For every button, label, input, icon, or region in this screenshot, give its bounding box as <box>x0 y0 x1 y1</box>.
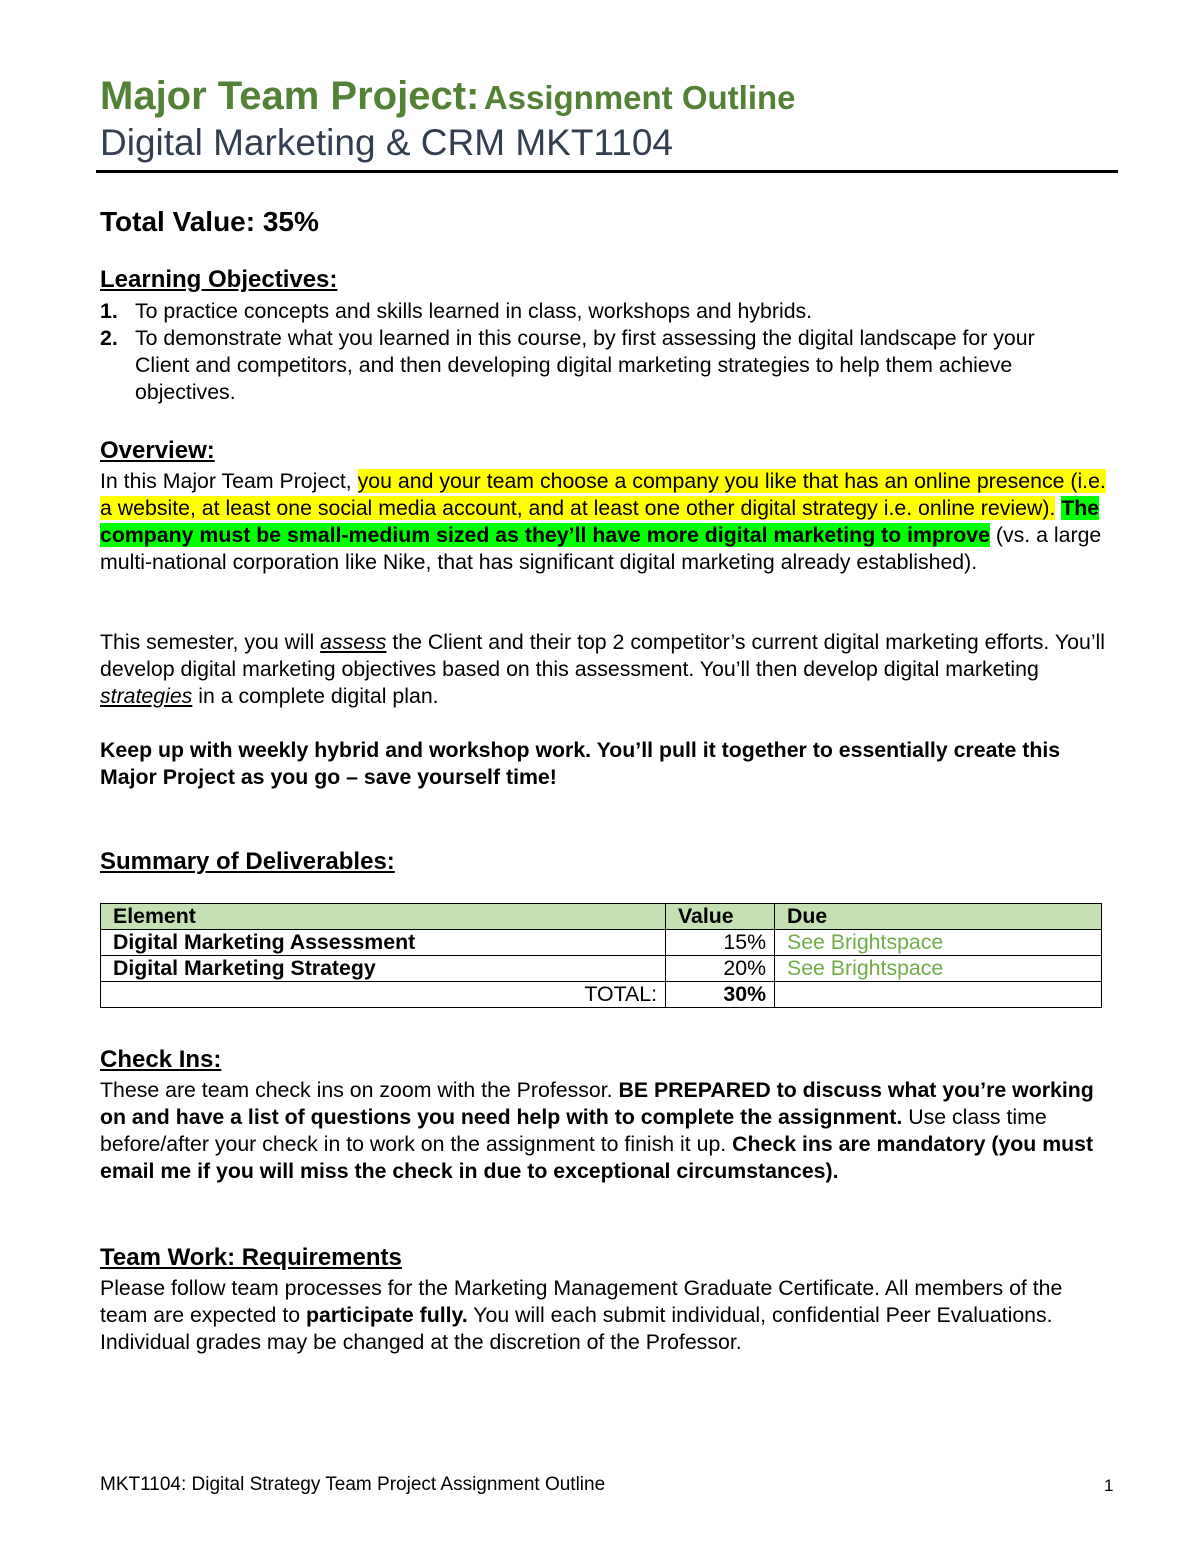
table-total-row <box>101 982 1102 1008</box>
page-number: 1 <box>1104 1476 1114 1495</box>
cell-total-label: TOTAL: <box>101 982 666 1008</box>
title-divider <box>96 170 1118 173</box>
total-value: Total Value: 35% <box>100 206 319 237</box>
emphasis-assess: assess <box>320 630 387 654</box>
emphasis-strategies: strategies <box>100 684 193 708</box>
list-item <box>100 298 1080 325</box>
table-row <box>101 956 1102 982</box>
course-title: Digital Marketing & CRM MKT1104 <box>100 122 673 163</box>
overview-paragraph-3: Keep up with weekly hybrid and workshop work. You’ll pull it together to essentially create this Major Project as you go – save yourself time! <box>100 738 1061 789</box>
team-work-paragraph <box>100 1275 1115 1356</box>
cell-element: Digital Marketing Assessment <box>101 930 666 956</box>
column-header-element: Element <box>101 904 666 930</box>
list-item-number: 2. <box>100 326 118 350</box>
column-header-value: Value <box>666 904 775 930</box>
overview-text: in a complete digital plan. <box>192 684 439 708</box>
check-ins-bold: BE PREPARED to discuss what you’re working on and have a list of questions you need help with to complete the assignment. <box>100 1078 1094 1129</box>
document-title <box>100 74 796 119</box>
deliverables-table <box>100 903 1102 1008</box>
list-item <box>100 325 1080 406</box>
highlight-yellow: you and your team choose a company you like that has an online presence (i.e. a website, at least one social media account, and at least one other digital strategy i.e. online review). <box>100 469 1106 520</box>
check-ins-bold: Check ins are mandatory (you must email me if you will miss the check in due to exceptional circumstances). <box>100 1132 1094 1183</box>
team-work-heading: Team Work: Requirements <box>100 1244 402 1271</box>
list-item-number: 1. <box>100 299 118 323</box>
overview-text: the Client and their top 2 competitor’s current digital marketing efforts. You’ll develop digital marketing objectives based on this assessment. You’ll then develop digital marketing <box>100 630 1106 681</box>
team-work-text: Please follow team processes for the Marketing Management Graduate Certificate. All members of the team are expected to <box>100 1276 1063 1327</box>
cell-total-value: 30% <box>666 982 775 1008</box>
overview-paragraph-2 <box>100 629 1115 710</box>
learning-objectives-list <box>100 298 1080 406</box>
team-work-bold: participate fully. <box>306 1303 468 1327</box>
learning-objectives-heading: Learning Objectives: <box>100 266 338 293</box>
check-ins-text: These are team check ins on zoom with the Professor. <box>100 1078 619 1102</box>
overview-text: This semester, you will <box>100 630 321 654</box>
deliverables-heading: Summary of Deliverables: <box>100 848 395 875</box>
cell-value: 20% <box>666 956 775 982</box>
cell-value: 15% <box>666 930 775 956</box>
overview-text-end: (vs. a large multi-national corporation like Nike, that has significant digital marketing already established). <box>100 523 1102 574</box>
cell-due-link[interactable]: See Brightspace <box>775 930 1102 956</box>
title-main: Major Team Project: <box>100 74 480 118</box>
overview-text: In this Major Team Project, <box>100 469 358 493</box>
list-item-text: To practice concepts and skills learned in class, workshops and hybrids. <box>135 299 813 323</box>
cell-due-link[interactable]: See Brightspace <box>775 956 1102 982</box>
overview-heading: Overview: <box>100 437 215 464</box>
team-work-text: You will each submit individual, confidential Peer Evaluations. Individual grades may be changed at the discretion of the Professor. <box>100 1303 1053 1354</box>
title-sub: Assignment Outline <box>483 79 796 116</box>
cell-element: Digital Marketing Strategy <box>101 956 666 982</box>
list-item-text: To demonstrate what you learned in this course, by first assessing the digital landscape for your Client and competitors, and then developing digital marketing strategies to help them achieve objectives. <box>135 326 1035 404</box>
overview-paragraph-1 <box>100 468 1115 576</box>
highlight-green: The company must be small-medium sized as they’ll have more digital marketing to improve <box>100 496 1100 547</box>
footer-text: MKT1104: Digital Strategy Team Project Assignment Outline <box>100 1474 606 1495</box>
table-row <box>101 930 1102 956</box>
check-ins-heading: Check Ins: <box>100 1046 222 1073</box>
column-header-due: Due <box>775 904 1102 930</box>
table-header-row <box>101 904 1102 930</box>
check-ins-paragraph <box>100 1077 1115 1185</box>
cell-empty <box>775 982 1102 1008</box>
check-ins-text: Use class time before/after your check in to work on the assignment to finish it up. <box>100 1105 1047 1156</box>
